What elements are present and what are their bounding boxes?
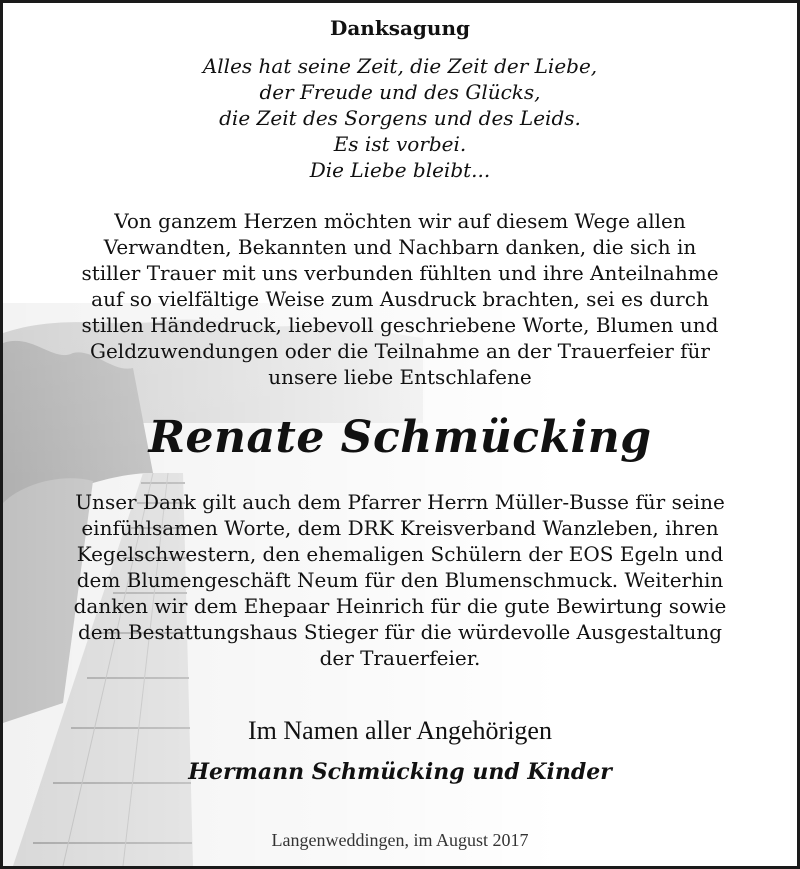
paragraph-line: auf so vielfältige Weise zum Ausdruck brachten, sei es durch [91, 287, 709, 311]
poem-line: der Freude und des Glücks, [259, 80, 541, 104]
paragraph-line: dem Bestattungshaus Stieger für die würdevolle Ausgestaltung [77, 620, 723, 644]
notice-heading: Danksagung [330, 16, 470, 40]
place-date-line: Langenweddingen, im August 2017 [271, 830, 529, 850]
paragraph-line: dem Blumengeschäft Neum für den Blumenschmuck. Weiterhin [76, 568, 724, 592]
signers-line: Hermann Schmücking und Kinder [188, 759, 612, 785]
paragraph-line: Verwandten, Bekannten und Nachbarn danken, die sich in [103, 235, 697, 259]
paragraph-line: einfühlsamen Worte, dem DRK Kreisverband Wanzleben, ihren [81, 516, 719, 540]
paragraph-line: Kegelschwestern, den ehemaligen Schülern der EOS Egeln und [76, 542, 724, 566]
poem-verse [3, 53, 797, 183]
paragraph-line: Unser Dank gilt auch dem Pfarrer Herrn Müller-Busse für seine [75, 490, 725, 514]
paragraph-line: unsere liebe Entschlafene [268, 365, 532, 389]
poem-line: die Zeit des Sorgens und des Leids. [219, 106, 581, 130]
on-behalf-line: Im Namen aller Angehörigen [248, 716, 552, 745]
paragraph-line: danken wir dem Ehepaar Heinrich für die gute Bewirtung sowie [73, 594, 727, 618]
poem-line: Es ist vorbei. [333, 132, 467, 156]
paragraph-line: stillen Händedruck, liebevoll geschriebene Worte, Blumen und [81, 313, 719, 337]
poem-line: Die Liebe bleibt... [309, 158, 491, 182]
paragraph-line: Geldzuwendungen oder die Teilnahme an der Trauerfeier für [89, 339, 710, 363]
acknowledgements-paragraph [43, 489, 757, 671]
paragraph-line: der Trauerfeier. [319, 646, 481, 670]
poem-line: Alles hat seine Zeit, die Zeit der Liebe, [202, 54, 598, 78]
paragraph-line: Von ganzem Herzen möchten wir auf diesem Wege allen [114, 209, 686, 233]
thanks-paragraph [43, 208, 757, 390]
deceased-name: Renate Schmücking [148, 412, 652, 463]
paragraph-line: stiller Trauer mit uns verbunden fühlten und ihre Anteilnahme [81, 261, 719, 285]
